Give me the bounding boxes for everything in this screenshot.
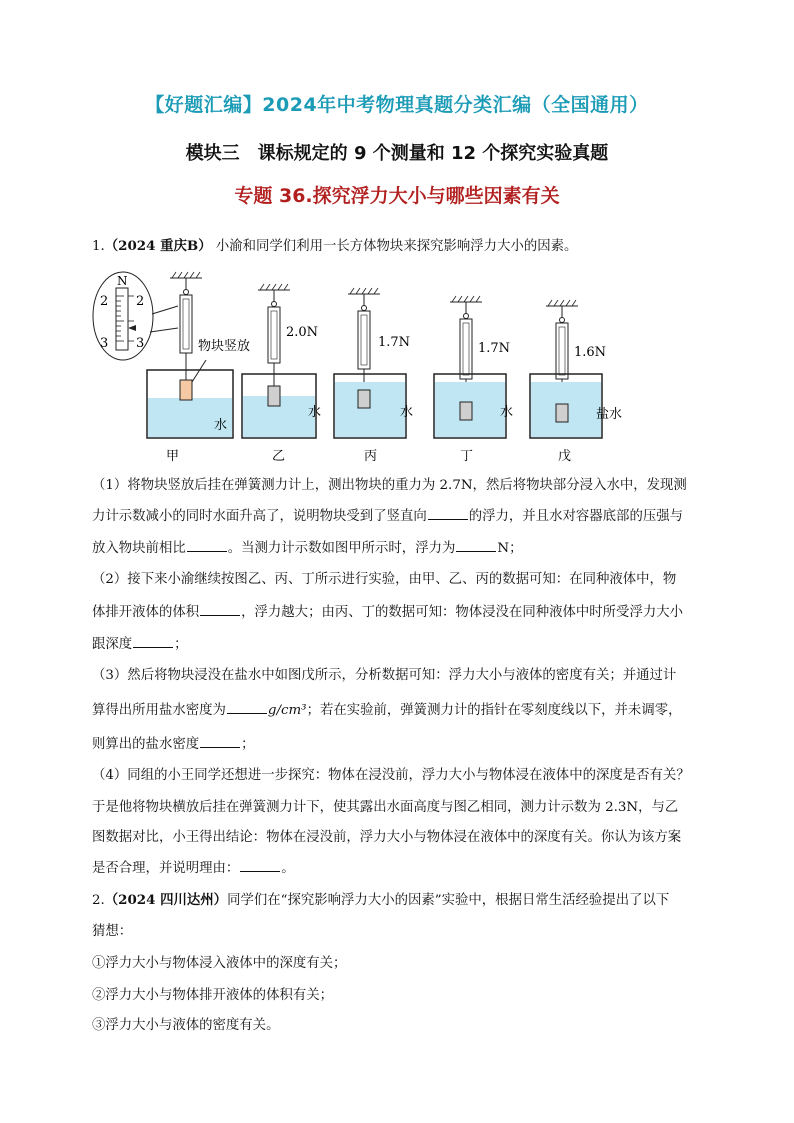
q1-p2-line1: （2）接下来小渝继续按图乙、丙、丁所示进行实验，由甲、乙、丙的数据可知：在同种液体中，物 (92, 572, 677, 587)
q1-p1-line3 (92, 538, 722, 559)
experiment-figure (88, 266, 648, 476)
q1-p4-line4 (92, 858, 722, 879)
liquid-wu: 盐水 (596, 407, 623, 422)
q1-p2-text-c: 跟深度 (92, 637, 133, 652)
liquid-ding: 水 (500, 405, 514, 420)
answer-blank-pressure[interactable] (187, 538, 227, 552)
q1-p3-text-d: ； (241, 737, 255, 752)
scale-left-bottom: 3 (100, 336, 109, 351)
reading-wu: 1.6N (574, 345, 607, 360)
panel-ding (434, 296, 513, 464)
panel-bing (334, 288, 413, 464)
answer-blank-density-error[interactable] (200, 734, 240, 748)
q2-source: （2024 四川达州） (104, 892, 228, 908)
scale-right-top: 2 (136, 294, 145, 309)
q1-p1-line2 (92, 506, 722, 527)
q2-stem-line2: 猜想： (92, 924, 133, 939)
q1-p2-line3 (92, 634, 722, 655)
q1-p2-line2 (92, 602, 722, 623)
panel-label-ding: 丁 (460, 449, 474, 464)
q1-number: 1. (92, 239, 105, 254)
reading-ding: 1.7N (478, 341, 511, 356)
q2-stem-text: 同学们在“探究影响浮力大小的因素”实验中，根据日常生活经验提出了以下 (227, 893, 670, 908)
answer-blank-depth[interactable] (133, 634, 173, 648)
q2-guess-1: ①浮力大小与物体浸入液体中的深度有关； (92, 956, 347, 971)
density-unit: g/cm³ (267, 703, 307, 718)
answer-blank-reason[interactable] (240, 858, 280, 872)
q1-p3-line3 (92, 734, 722, 755)
q1-p3-text-c: 则算出的盐水密度 (92, 737, 200, 752)
q1-p2-text-d: ； (174, 637, 188, 652)
q1-p1-text-e: N； (497, 541, 523, 556)
topic-title: 专题 36.探究浮力大小与哪些因素有关 (234, 185, 560, 207)
q1-p2-text-b: ，浮力越大；由丙、丁的数据可知：物体浸没在同种液体中时所受浮力大小 (241, 605, 684, 620)
liquid-jia: 水 (214, 418, 228, 433)
q2-guess-2: ②浮力大小与物体排开液体的体积有关； (92, 988, 334, 1003)
panel-label-yi: 乙 (272, 449, 286, 464)
q1-p4-line1: （4）同组的小王同学还想进一步探究：物体在浸没前，浮力大小与物体浸在液体中的深度是否有关？ (92, 768, 690, 783)
answer-blank-buoyancy[interactable] (456, 538, 496, 552)
q1-p3-text-b: ；若在实验前，弹簧测力计的指针在零刻度线以下，并未调零， (306, 703, 682, 718)
pointer-icon (128, 325, 136, 331)
panel-label-bing: 丙 (364, 449, 378, 464)
q1-stem-text: 小渝和同学们利用一长方体物块来探究影响浮力大小的因素。 (215, 239, 578, 254)
q1-p3-text-a: 算得出所用盐水密度为 (92, 703, 226, 718)
reading-bing: 1.7N (378, 335, 411, 350)
q1-stem (92, 236, 722, 257)
q2-number: 2. (92, 893, 105, 908)
q1-p4-text-b: 。 (281, 861, 295, 876)
answer-blank-volume[interactable] (200, 602, 240, 616)
scale-letter: N (117, 274, 128, 288)
q1-p1-text-b: 的浮力，并且水对容器底部的压强与 (468, 509, 684, 524)
panel-label-wu: 戊 (558, 449, 572, 464)
panel-yi (242, 284, 321, 464)
scale-right-bottom: 3 (136, 336, 145, 351)
q1-p3-line1: （3）然后将物块浸没在盐水中如图戊所示，分析数据可知：浮力大小与液体的密度有关；并通过计 (92, 668, 677, 683)
q1-p4-line2: 于是他将物块横放后挂在弹簧测力计下，使其露出水面高度与图乙相同，测力计示数为 2.3N，与乙 (92, 800, 679, 815)
reading-yi: 2.0N (286, 325, 319, 340)
panel-label-jia: 甲 (166, 449, 180, 464)
q2-stem (92, 890, 722, 911)
scale-left-top: 2 (100, 294, 109, 309)
answer-blank-direction[interactable] (428, 506, 468, 520)
q1-p1-text-d: 。当测力计示数如图甲所示时，浮力为 (227, 541, 456, 556)
document-title: 【好题汇编】2024年中考物理真题分类汇编（全国通用） (145, 94, 649, 116)
q2-guess-3: ③浮力大小与液体的密度有关。 (92, 1018, 280, 1033)
liquid-bing: 水 (400, 405, 414, 420)
block-label: 物块竖放 (198, 339, 251, 354)
panel-jia (147, 272, 250, 464)
q1-p2-text-a: 体排开液体的体积 (92, 605, 200, 620)
liquid-yi: 水 (308, 405, 322, 420)
module-title: 模块三 课标规定的 9 个测量和 12 个探究实验真题 (185, 143, 609, 164)
q1-p3-line2 (92, 700, 722, 721)
answer-blank-density[interactable] (227, 700, 267, 714)
q1-p1-text-a: 力计示数减小的同时水面升高了，说明物块受到了竖直向 (92, 509, 427, 524)
q1-p4-text-a: 是否合理，并说明理由： (92, 861, 240, 876)
q1-source: （2024 重庆B） (104, 238, 212, 254)
q1-p1-line1: （1）将物块竖放后挂在弹簧测力计上，测出物块的重力为 2.7N，然后将物块部分浸入水中，发现测 (92, 478, 687, 493)
panel-wu (530, 300, 622, 464)
q1-p4-line3: 图数据对比，小王得出结论：物体在浸没前，浮力大小与物体浸在液体中的深度有关。你认为该方案 (92, 830, 682, 845)
q1-p1-text-c: 放入物块前相比 (92, 541, 186, 556)
